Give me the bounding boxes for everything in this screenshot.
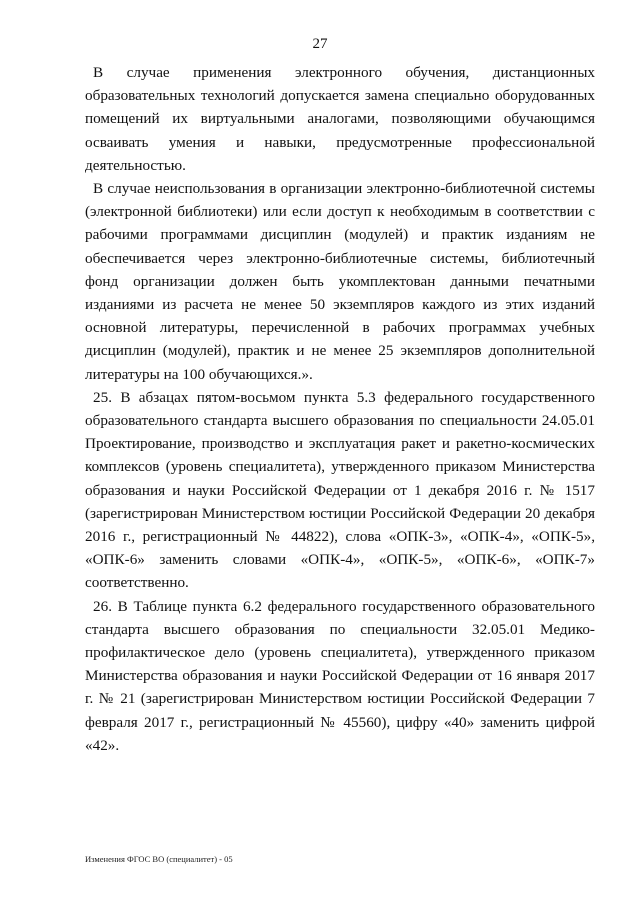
paragraph-item-26: 26. В Таблице пункта 6.2 федерального государственного образовательного стандарта высшего образования по специальности 32.05.01 Медико-профилактическое дело (уровень специалитета), утвержденного приказом Министерства образования и науки Российской Федерации от 16 января 2017 г. № 21 (зарегистрирован Министерством юстиции Российской Федерации 7 февраля 2017 г., регистрационный № 45560), цифру «40» заменить цифрой «42». [85, 597, 595, 754]
paragraph-electronic-learning: В случае применения электронного обучения, дистанционных образовательных технологий допускается замена специально оборудованных помещений их виртуальными аналогами, позволяющими обучающимся осваивать умения и навыки, предусмотренные профессиональной деятельностью. [85, 64, 595, 174]
page-number: 27 [312, 36, 328, 52]
document-body [85, 61, 595, 757]
page-footer: Изменения ФГОС ВО (специалитет) - 05 [85, 854, 233, 864]
paragraph-library-system: В случае неиспользования в организации электронно-библиотечной системы (электронной библиотеки) или если доступ к необходимым в соответствии с рабочими программами дисциплин (модулей) и практик изданиям не обеспечивается через электронно-библиотечные системы, библиотечный фонд организации должен быть укомплектован данными печатными изданиями из расчета не менее 50 экземпляров каждого из этих изданий основной литературы, перечисленной в рабочих программах учебных дисциплин (модулей), практик и не менее 25 экземпляров дополнительной литературы на 100 обучающихся.». [85, 180, 595, 383]
paragraph-item-25: 25. В абзацах пятом-восьмом пункта 5.3 федерального государственного образовательного стандарта высшего образования по специальности 24.05.01 Проектирование, производство и эксплуатация ракет и ракетно-космических комплексов (уровень специалитета), утвержденного приказом Министерства образования и науки Российской Федерации от 1 декабря 2016 г. № 1517 (зарегистрирован Министерством юстиции Российской Федерации 20 декабря 2016 г., регистрационный № 44822), слова «ОПК-3», «ОПК-4», «ОПК-5», «ОПК-6» заменить словами «ОПК-4», «ОПК-5», «ОПК-6», «ОПК-7» соответственно. [85, 388, 595, 592]
